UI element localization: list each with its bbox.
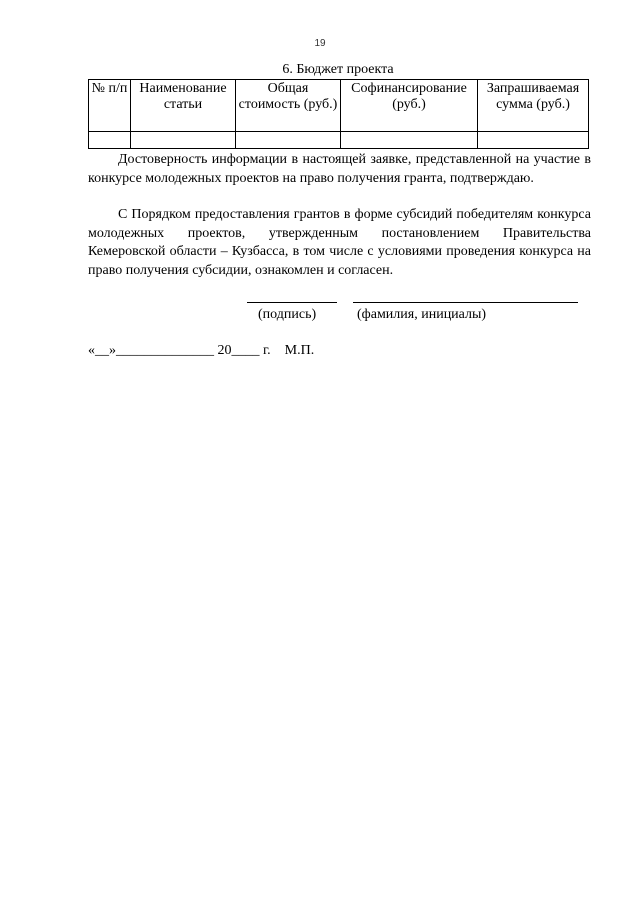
page-number: 19 — [314, 38, 326, 49]
column-header-cofinancing: Софинансирование (руб.) — [341, 80, 478, 132]
signature-line — [247, 302, 337, 303]
column-header-number: № п/п — [89, 80, 131, 132]
column-header-item-name: Наименование статьи — [131, 80, 236, 132]
section-title: 6. Бюджет проекта — [282, 62, 394, 77]
table-header-row — [89, 80, 589, 132]
table-cell — [89, 132, 131, 149]
table-cell — [478, 132, 589, 149]
table-cell — [131, 132, 236, 149]
date-stamp-line: «__»______________ 20____ г. М.П. — [88, 343, 315, 358]
name-line — [353, 302, 578, 303]
table-row — [89, 132, 589, 149]
column-header-requested-amount: Запрашиваемая сумма (руб.) — [478, 80, 589, 132]
signature-label: (подпись) — [258, 307, 317, 322]
table-cell — [341, 132, 478, 149]
budget-table — [88, 79, 589, 149]
column-header-total-cost: Общая стоимость (руб.) — [236, 80, 341, 132]
name-label: (фамилия, инициалы) — [357, 307, 487, 322]
confirmation-paragraph: Достоверность информации в настоящей заявке, представленной на участие в конкурсе молодежных проектов на право получения гранта, подтверждаю. — [88, 152, 591, 186]
agreement-paragraph: С Порядком предоставления грантов в форме субсидий победителям конкурса молодежных проектов, утвержденным постановлением Правительства Кемеровской области – Кузбасса, в том числе с условиями проведения конкурса на право получения субсидии, ознакомлен и согласен. — [88, 207, 591, 278]
table-cell — [236, 132, 341, 149]
